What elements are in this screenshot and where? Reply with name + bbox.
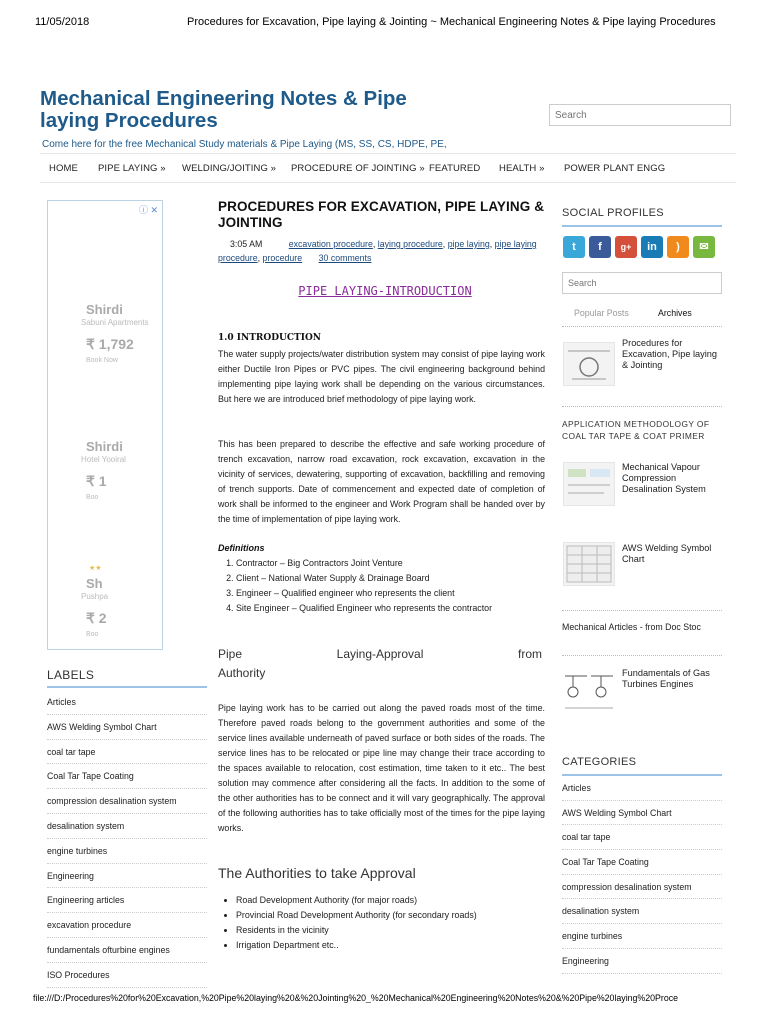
mechanical-articles-link[interactable]: Mechanical Articles - from Doc Stoc xyxy=(562,622,701,632)
welding-chart-icon xyxy=(564,543,614,585)
labels-heading: LABELS xyxy=(47,668,95,682)
blog-title[interactable]: Mechanical Engineering Notes & Pipe laying Procedures xyxy=(40,87,407,132)
category-link[interactable]: Articles xyxy=(562,776,722,801)
facebook-icon[interactable]: f xyxy=(589,236,611,258)
post-thumbnail[interactable] xyxy=(563,542,615,586)
twitter-icon[interactable]: t xyxy=(563,236,585,258)
email-icon[interactable]: ✉ xyxy=(693,236,715,258)
print-footer-url: file:///D:/Procedures%20for%20Excavation,%20Pipe%20laying%20&%20Jointing%20_%20Mechanical%20Engineering%20Notes%20&%20Pipe%20laying%20Proce xyxy=(33,993,679,1003)
label-link[interactable]: fundamentals ofturbine engines xyxy=(47,938,207,963)
tag-link[interactable]: pipe laying procedure xyxy=(218,239,537,263)
authority-item: • Provincial Road Development Authority (for secondary roads) xyxy=(236,908,570,923)
post-meta: 3:05 AM excavation procedure, laying procedure, pipe laying, pipe laying procedure, procedure 30 comments xyxy=(218,239,537,263)
main-nav xyxy=(40,153,736,183)
label-link[interactable]: Engineering xyxy=(47,864,207,889)
ad-close-icon[interactable]: ⓘ ✕ xyxy=(138,205,158,215)
definitions-heading: Definitions xyxy=(218,543,265,553)
approval-heading xyxy=(218,645,542,683)
popular-post-title[interactable]: Mechanical Vapour Compression Desalination System xyxy=(622,462,706,494)
google-plus-icon[interactable]: g+ xyxy=(615,236,637,258)
label-link[interactable]: engine turbines xyxy=(47,839,207,864)
labels-list xyxy=(47,690,207,988)
mech-divider-bottom xyxy=(562,655,722,656)
label-link[interactable]: coal tar tape xyxy=(47,740,207,765)
approval-paragraph: Pipe laying work has to be carried out along the paved roads most of the time. Therefore paved roads belong to the government authorities and some of the service lines available underneath of paved surface or both sides of the roads. The service lines has to be relocated or pipe line may change their trace according to the spaces available to relocation, cost estimation, time taken to it etc.. The best solution may commence after considering all the facts. In addition to the some of the other authorities has to be connect and it will vary geographically. The approval of the following authorities has to take officially most of the times for the pipe laying works. xyxy=(218,703,545,833)
label-link[interactable]: Engineering articles xyxy=(47,888,207,913)
approval-heading-end: Authority xyxy=(218,666,266,680)
definition-item: 2. Client – National Water Supply & Drainage Board xyxy=(236,571,570,586)
ad-hotel-title: Shirdi xyxy=(86,302,123,317)
definition-item: 4. Site Engineer – Qualified Engineer who represents the contractor xyxy=(236,601,570,616)
intro-paragraph-1: The water supply projects/water distribution system may consist of pipe laying work either Ductile Iron Pipes or PVC pipes. The civil engineering background behind implementing pipe laying work shall be depending on the various circumstances. But here we are introduced brief methodology of pipe laying work. xyxy=(218,349,545,404)
category-link[interactable]: engine turbines xyxy=(562,924,722,949)
rss-icon[interactable]: ) xyxy=(667,236,689,258)
tag-link[interactable]: pipe laying xyxy=(447,239,490,249)
approval-heading-word: from xyxy=(518,647,542,661)
header-search-input[interactable] xyxy=(549,104,731,126)
ad-hotel-subtitle: Pushpa xyxy=(81,592,109,601)
ad-book-link[interactable]: Boo xyxy=(86,631,99,638)
sidebar-search-input[interactable] xyxy=(562,272,722,294)
categories-list xyxy=(562,776,722,974)
post-thumbnail[interactable] xyxy=(563,342,615,386)
post-subtitle[interactable]: PIPE LAYING-INTRODUCTION xyxy=(298,284,472,298)
category-link[interactable]: Engineering xyxy=(562,949,722,974)
ad-hotel-title: Sh xyxy=(86,576,103,591)
authorities-heading: The Authorities to take Approval xyxy=(218,865,416,881)
ad-rating-stars-icon: ★★ xyxy=(89,565,102,572)
authority-item: • Residents in the vicinity xyxy=(236,923,570,938)
pipe-diagram-icon xyxy=(564,343,614,385)
ad-hotel-price: ₹ 1 xyxy=(86,473,107,489)
label-link[interactable]: compression desalination system xyxy=(47,789,207,814)
post-thumbnail[interactable] xyxy=(563,462,615,506)
categories-heading: CATEGORIES xyxy=(562,756,637,768)
label-link[interactable]: Coal Tar Tape Coating xyxy=(47,764,207,789)
ad-hotel-price: ₹ 2 xyxy=(86,610,107,626)
authority-item: • Road Development Authority (for major roads) xyxy=(236,893,570,908)
application-methodology-link[interactable]: APPLICATION METHODOLOGY OF COAL TAR TAPE & COAT PRIMER xyxy=(562,419,710,441)
popular-post-title[interactable]: AWS Welding Symbol Chart xyxy=(622,543,712,564)
print-date: 11/05/2018 xyxy=(35,16,90,28)
category-link[interactable]: AWS Welding Symbol Chart xyxy=(562,801,722,826)
definition-item: 1. Contractor – Big Contractors Joint Venture xyxy=(236,556,570,571)
category-link[interactable]: compression desalination system xyxy=(562,875,722,900)
desalination-diagram-icon xyxy=(564,463,614,505)
print-page-title: Procedures for Excavation, Pipe laying & Jointing ~ Mechanical Engineering Notes & Pipe laying Procedures xyxy=(187,16,716,28)
intro-paragraph-2: This has been prepared to describe the effective and safe working procedure of trench excavation, narrow road excavation, rock excavation, excavation in the vicinity of services, dewatering, supporting of excavation, backfilling and removing of trench supports. Date of commencement and expected date of completion of work shall be informed to the engineer and Work Program shall be handed over by the time of implementation of pipe laying work. xyxy=(218,439,545,524)
social-divider xyxy=(562,225,722,227)
post-time: 3:05 AM xyxy=(230,239,263,249)
linkedin-icon[interactable]: in xyxy=(641,236,663,258)
tag-link[interactable]: excavation procedure xyxy=(288,239,373,249)
nav-featured[interactable]: FEATURED xyxy=(429,163,481,174)
authority-item: • Irrigation Department etc.. xyxy=(236,938,570,953)
category-link[interactable]: desalination system xyxy=(562,899,722,924)
tag-link[interactable]: laying procedure xyxy=(377,239,443,249)
comments-link[interactable]: 30 comments xyxy=(318,253,372,263)
nav-power-plant-engg[interactable]: POWER PLANT ENGG xyxy=(564,163,666,174)
label-link[interactable]: desalination system xyxy=(47,814,207,839)
category-link[interactable]: coal tar tape xyxy=(562,825,722,850)
tab-archives[interactable]: Archives xyxy=(658,308,692,318)
intro-heading: 1.0 INTRODUCTION xyxy=(218,333,322,343)
ad-hotel-subtitle: Sabuni Apartments xyxy=(81,318,149,327)
popular-post-title[interactable]: Procedures for Excavation, Pipe laying & Jointing xyxy=(622,338,717,370)
authorities-list xyxy=(218,893,570,953)
tag-link[interactable]: procedure xyxy=(262,253,303,263)
post-thumbnail[interactable] xyxy=(563,668,615,712)
label-link[interactable]: Articles xyxy=(47,690,207,715)
post-title: PROCEDURES FOR EXCAVATION, PIPE LAYING & JOINTING xyxy=(218,199,545,230)
mech-divider xyxy=(562,610,722,611)
nav-home[interactable]: HOME xyxy=(49,163,78,174)
nav-welding-joiting[interactable]: WELDING/JOITING » xyxy=(182,163,277,174)
nav-procedure-of-jointing[interactable]: PROCEDURE OF JOINTING » xyxy=(291,163,425,174)
approval-heading-word: Pipe xyxy=(218,647,243,661)
tabs-divider xyxy=(562,326,722,327)
popular-post-title[interactable]: Fundamentals of Gas Turbines Engines xyxy=(622,668,710,689)
nav-pipe-laying[interactable]: PIPE LAYING » xyxy=(98,163,166,174)
definition-item: 3. Engineer – Qualified engineer who represents the client xyxy=(236,586,570,601)
ad-hotel-price: ₹ 1,792 xyxy=(86,336,134,352)
category-link[interactable]: Coal Tar Tape Coating xyxy=(562,850,722,875)
popular-divider xyxy=(562,406,722,407)
ad-book-link[interactable]: Boo xyxy=(86,494,99,501)
gas-turbine-diagram-icon xyxy=(563,668,615,712)
tab-popular-posts[interactable]: Popular Posts xyxy=(574,308,629,318)
social-profiles-heading: SOCIAL PROFILES xyxy=(562,207,664,219)
approval-heading-word: Laying-Approval xyxy=(336,647,424,661)
blog-description: Come here for the free Mechanical Study materials & Pipe Laying (MS, SS, CS, HDPE, PE, xyxy=(42,139,447,150)
ad-hotel-title: Shirdi xyxy=(86,439,123,454)
labels-divider xyxy=(47,686,207,688)
ad-banner[interactable] xyxy=(47,200,163,650)
label-link[interactable]: AWS Welding Symbol Chart xyxy=(47,715,207,740)
nav-health[interactable]: HEALTH » xyxy=(499,163,545,174)
ad-book-link[interactable]: Book Now xyxy=(86,357,118,364)
ad-hotel-subtitle: Hotel Yooiral xyxy=(81,455,126,464)
label-link[interactable]: ISO Procedures xyxy=(47,963,207,988)
definitions-list xyxy=(218,556,570,616)
label-link[interactable]: excavation procedure xyxy=(47,913,207,938)
